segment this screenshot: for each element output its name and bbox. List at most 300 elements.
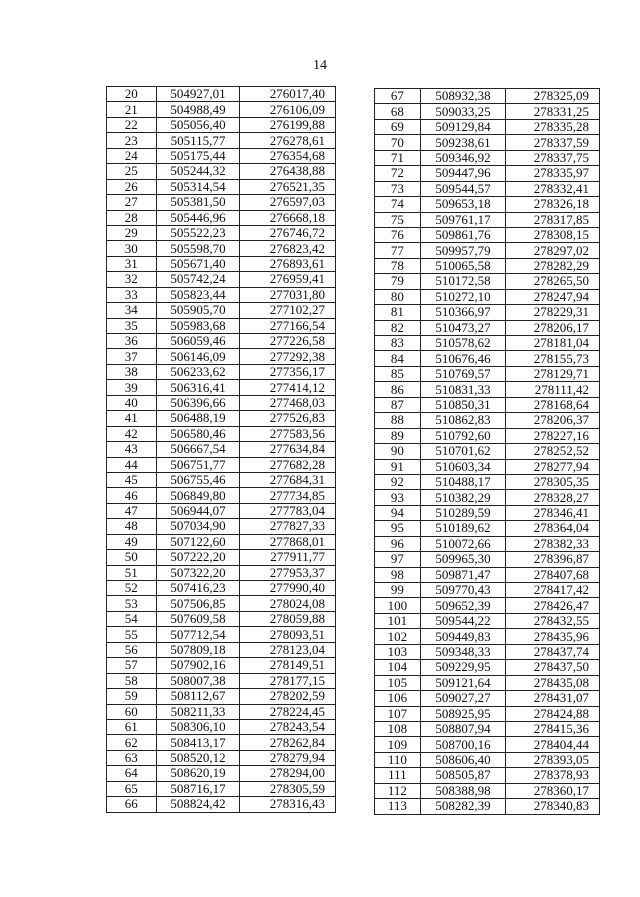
y-coordinate-cell: 278417,42 <box>506 583 600 598</box>
x-coordinate-cell: 510769,57 <box>420 366 506 381</box>
table-row <box>107 148 336 163</box>
x-coordinate-cell: 505671,40 <box>156 256 240 271</box>
y-coordinate-cell: 276017,40 <box>240 87 336 102</box>
point-number-cell: 73 <box>375 181 421 196</box>
x-coordinate-cell: 510382,29 <box>420 490 506 505</box>
table-row <box>107 210 336 225</box>
y-coordinate-cell: 278431,07 <box>506 691 600 706</box>
point-number-cell: 62 <box>107 735 157 750</box>
x-coordinate-cell: 507609,58 <box>156 611 240 626</box>
point-number-cell: 93 <box>375 490 421 505</box>
x-coordinate-cell: 507902,16 <box>156 658 240 673</box>
point-number-cell: 108 <box>375 721 421 736</box>
point-number-cell: 92 <box>375 474 421 489</box>
y-coordinate-cell: 278155,73 <box>506 351 600 366</box>
y-coordinate-cell: 278360,17 <box>506 783 600 798</box>
table-row <box>107 318 336 333</box>
x-coordinate-cell: 509229,95 <box>420 660 506 675</box>
y-coordinate-cell: 277990,40 <box>240 581 336 596</box>
point-number-cell: 30 <box>107 241 157 256</box>
table-body-right <box>375 89 600 815</box>
point-number-cell: 48 <box>107 519 157 534</box>
y-coordinate-cell: 278111,42 <box>506 382 600 397</box>
point-number-cell: 78 <box>375 258 421 273</box>
x-coordinate-cell: 507809,18 <box>156 642 240 657</box>
y-coordinate-cell: 278364,04 <box>506 521 600 536</box>
table-row <box>107 719 336 734</box>
x-coordinate-cell: 510488,17 <box>420 474 506 489</box>
y-coordinate-cell: 278393,05 <box>506 752 600 767</box>
table-row <box>375 320 600 335</box>
point-number-cell: 81 <box>375 305 421 320</box>
table-row <box>375 768 600 783</box>
x-coordinate-cell: 505381,50 <box>156 195 240 210</box>
point-number-cell: 52 <box>107 581 157 596</box>
y-coordinate-cell: 278396,87 <box>506 552 600 567</box>
table-row <box>375 212 600 227</box>
point-number-cell: 90 <box>375 444 421 459</box>
table-row <box>107 766 336 781</box>
y-coordinate-cell: 278093,51 <box>240 627 336 642</box>
x-coordinate-cell: 509348,33 <box>420 644 506 659</box>
y-coordinate-cell: 278316,43 <box>240 797 336 812</box>
x-coordinate-cell: 506944,07 <box>156 503 240 518</box>
table-row <box>375 536 600 551</box>
x-coordinate-cell: 509544,57 <box>420 181 506 196</box>
y-coordinate-cell: 276959,41 <box>240 272 336 287</box>
table-row <box>375 598 600 613</box>
x-coordinate-cell: 510065,58 <box>420 258 506 273</box>
point-number-cell: 79 <box>375 274 421 289</box>
x-coordinate-cell: 506488,19 <box>156 411 240 426</box>
x-coordinate-cell: 509238,61 <box>420 135 506 150</box>
x-coordinate-cell: 505522,23 <box>156 225 240 240</box>
table-row <box>375 413 600 428</box>
point-number-cell: 31 <box>107 256 157 271</box>
x-coordinate-cell: 505983,68 <box>156 318 240 333</box>
x-coordinate-cell: 504927,01 <box>156 87 240 102</box>
x-coordinate-cell: 505598,70 <box>156 241 240 256</box>
y-coordinate-cell: 277102,27 <box>240 303 336 318</box>
table-row <box>375 89 600 104</box>
point-number-cell: 38 <box>107 364 157 379</box>
y-coordinate-cell: 277734,85 <box>240 488 336 503</box>
y-coordinate-cell: 278305,35 <box>506 474 600 489</box>
x-coordinate-cell: 509761,17 <box>420 212 506 227</box>
y-coordinate-cell: 278437,50 <box>506 660 600 675</box>
table-row <box>375 613 600 628</box>
x-coordinate-cell: 507712,54 <box>156 627 240 642</box>
y-coordinate-cell: 278247,94 <box>506 289 600 304</box>
y-coordinate-cell: 276278,61 <box>240 133 336 148</box>
point-number-cell: 95 <box>375 521 421 536</box>
table-row <box>107 503 336 518</box>
y-coordinate-cell: 276893,61 <box>240 256 336 271</box>
y-coordinate-cell: 278432,55 <box>506 613 600 628</box>
x-coordinate-cell: 510792,60 <box>420 428 506 443</box>
y-coordinate-cell: 278177,15 <box>240 673 336 688</box>
x-coordinate-cell: 504988,49 <box>156 102 240 117</box>
table-row <box>375 243 600 258</box>
point-number-cell: 44 <box>107 457 157 472</box>
table-row <box>107 426 336 441</box>
table-row <box>375 227 600 242</box>
x-coordinate-cell: 510473,27 <box>420 320 506 335</box>
y-coordinate-cell: 276823,42 <box>240 241 336 256</box>
y-coordinate-cell: 277783,04 <box>240 503 336 518</box>
point-number-cell: 32 <box>107 272 157 287</box>
point-number-cell: 72 <box>375 166 421 181</box>
table-row <box>107 164 336 179</box>
point-number-cell: 28 <box>107 210 157 225</box>
table-row <box>107 735 336 750</box>
x-coordinate-cell: 505115,77 <box>156 133 240 148</box>
table-row <box>107 550 336 565</box>
x-coordinate-cell: 507416,23 <box>156 581 240 596</box>
table-row <box>107 195 336 210</box>
x-coordinate-cell: 508520,12 <box>156 750 240 765</box>
point-number-cell: 29 <box>107 225 157 240</box>
table-row <box>375 521 600 536</box>
table-row <box>375 752 600 767</box>
y-coordinate-cell: 278206,17 <box>506 320 600 335</box>
point-number-cell: 99 <box>375 583 421 598</box>
point-number-cell: 41 <box>107 411 157 426</box>
point-number-cell: 45 <box>107 472 157 487</box>
y-coordinate-cell: 278332,41 <box>506 181 600 196</box>
x-coordinate-cell: 509027,27 <box>420 691 506 706</box>
y-coordinate-cell: 278325,09 <box>506 89 600 104</box>
point-number-cell: 56 <box>107 642 157 657</box>
x-coordinate-cell: 510366,97 <box>420 305 506 320</box>
x-coordinate-cell: 509447,96 <box>420 166 506 181</box>
y-coordinate-cell: 278415,36 <box>506 721 600 736</box>
table-row <box>107 627 336 642</box>
table-row <box>375 119 600 134</box>
y-coordinate-cell: 278297,02 <box>506 243 600 258</box>
x-coordinate-cell: 505056,40 <box>156 117 240 132</box>
point-number-cell: 105 <box>375 675 421 690</box>
y-coordinate-cell: 278229,31 <box>506 305 600 320</box>
point-number-cell: 59 <box>107 689 157 704</box>
point-number-cell: 91 <box>375 459 421 474</box>
point-number-cell: 111 <box>375 768 421 783</box>
point-number-cell: 57 <box>107 658 157 673</box>
x-coordinate-cell: 509861,76 <box>420 227 506 242</box>
x-coordinate-cell: 510676,46 <box>420 351 506 366</box>
table-body-left <box>107 87 336 813</box>
table-row <box>375 351 600 366</box>
x-coordinate-cell: 510831,33 <box>420 382 506 397</box>
point-number-cell: 34 <box>107 303 157 318</box>
x-coordinate-cell: 506751,77 <box>156 457 240 472</box>
x-coordinate-cell: 510701,62 <box>420 444 506 459</box>
y-coordinate-cell: 277414,12 <box>240 380 336 395</box>
y-coordinate-cell: 278149,51 <box>240 658 336 673</box>
x-coordinate-cell: 510272,10 <box>420 289 506 304</box>
point-number-cell: 71 <box>375 150 421 165</box>
y-coordinate-cell: 278305,59 <box>240 781 336 796</box>
page-number: 14 <box>313 58 327 73</box>
table-row <box>375 660 600 675</box>
x-coordinate-cell: 506233,62 <box>156 364 240 379</box>
x-coordinate-cell: 506059,46 <box>156 334 240 349</box>
point-number-cell: 106 <box>375 691 421 706</box>
table-row <box>107 442 336 457</box>
table-row <box>107 411 336 426</box>
table-row <box>107 596 336 611</box>
point-number-cell: 63 <box>107 750 157 765</box>
table-row <box>375 675 600 690</box>
table-row <box>107 256 336 271</box>
point-number-cell: 61 <box>107 719 157 734</box>
table-row <box>375 289 600 304</box>
point-number-cell: 27 <box>107 195 157 210</box>
table-row <box>107 581 336 596</box>
point-number-cell: 87 <box>375 397 421 412</box>
y-coordinate-cell: 278277,94 <box>506 459 600 474</box>
table-row <box>107 658 336 673</box>
y-coordinate-cell: 278294,00 <box>240 766 336 781</box>
x-coordinate-cell: 506580,46 <box>156 426 240 441</box>
x-coordinate-cell: 508112,67 <box>156 689 240 704</box>
x-coordinate-cell: 507506,85 <box>156 596 240 611</box>
x-coordinate-cell: 508388,98 <box>420 783 506 798</box>
point-number-cell: 43 <box>107 442 157 457</box>
table-row <box>375 135 600 150</box>
x-coordinate-cell: 510862,83 <box>420 413 506 428</box>
table-row <box>375 783 600 798</box>
y-coordinate-cell: 278168,64 <box>506 397 600 412</box>
x-coordinate-cell: 506755,46 <box>156 472 240 487</box>
x-coordinate-cell: 507122,60 <box>156 534 240 549</box>
x-coordinate-cell: 508413,17 <box>156 735 240 750</box>
y-coordinate-cell: 276597,03 <box>240 195 336 210</box>
table-row <box>107 673 336 688</box>
x-coordinate-cell: 505314,54 <box>156 179 240 194</box>
table-row <box>375 629 600 644</box>
point-number-cell: 69 <box>375 119 421 134</box>
point-number-cell: 113 <box>375 799 421 814</box>
table-row <box>375 552 600 567</box>
coordinates-table-left <box>106 86 336 813</box>
y-coordinate-cell: 277468,03 <box>240 395 336 410</box>
y-coordinate-cell: 278024,08 <box>240 596 336 611</box>
y-coordinate-cell: 277226,58 <box>240 334 336 349</box>
x-coordinate-cell: 508606,40 <box>420 752 506 767</box>
point-number-cell: 74 <box>375 197 421 212</box>
table-row <box>375 474 600 489</box>
point-number-cell: 67 <box>375 89 421 104</box>
table-row <box>375 382 600 397</box>
table-row <box>107 287 336 302</box>
point-number-cell: 96 <box>375 536 421 551</box>
point-number-cell: 39 <box>107 380 157 395</box>
x-coordinate-cell: 508716,17 <box>156 781 240 796</box>
table-row <box>107 179 336 194</box>
y-coordinate-cell: 277953,37 <box>240 565 336 580</box>
x-coordinate-cell: 505905,70 <box>156 303 240 318</box>
point-number-cell: 110 <box>375 752 421 767</box>
table-row <box>375 444 600 459</box>
x-coordinate-cell: 510578,62 <box>420 336 506 351</box>
x-coordinate-cell: 510603,34 <box>420 459 506 474</box>
point-number-cell: 46 <box>107 488 157 503</box>
point-number-cell: 36 <box>107 334 157 349</box>
point-number-cell: 102 <box>375 629 421 644</box>
x-coordinate-cell: 505823,44 <box>156 287 240 302</box>
table-row <box>107 87 336 102</box>
point-number-cell: 50 <box>107 550 157 565</box>
y-coordinate-cell: 278227,16 <box>506 428 600 443</box>
x-coordinate-cell: 509346,92 <box>420 150 506 165</box>
table-row <box>375 799 600 814</box>
table-row <box>107 565 336 580</box>
point-number-cell: 112 <box>375 783 421 798</box>
x-coordinate-cell: 510289,59 <box>420 505 506 520</box>
y-coordinate-cell: 278340,83 <box>506 799 600 814</box>
table-row <box>107 472 336 487</box>
table-row <box>375 706 600 721</box>
y-coordinate-cell: 278059,88 <box>240 611 336 626</box>
table-row <box>107 611 336 626</box>
y-coordinate-cell: 278335,97 <box>506 166 600 181</box>
y-coordinate-cell: 276106,09 <box>240 102 336 117</box>
table-row <box>375 274 600 289</box>
point-number-cell: 76 <box>375 227 421 242</box>
table-row <box>107 364 336 379</box>
x-coordinate-cell: 509653,18 <box>420 197 506 212</box>
y-coordinate-cell: 278407,68 <box>506 567 600 582</box>
x-coordinate-cell: 506146,09 <box>156 349 240 364</box>
y-coordinate-cell: 278426,47 <box>506 598 600 613</box>
x-coordinate-cell: 509544,22 <box>420 613 506 628</box>
x-coordinate-cell: 506396,66 <box>156 395 240 410</box>
point-number-cell: 47 <box>107 503 157 518</box>
point-number-cell: 66 <box>107 797 157 812</box>
y-coordinate-cell: 278123,04 <box>240 642 336 657</box>
point-number-cell: 26 <box>107 179 157 194</box>
y-coordinate-cell: 277684,31 <box>240 472 336 487</box>
x-coordinate-cell: 508824,42 <box>156 797 240 812</box>
x-coordinate-cell: 510850,31 <box>420 397 506 412</box>
point-number-cell: 40 <box>107 395 157 410</box>
x-coordinate-cell: 509129,84 <box>420 119 506 134</box>
x-coordinate-cell: 508700,16 <box>420 737 506 752</box>
y-coordinate-cell: 278252,52 <box>506 444 600 459</box>
x-coordinate-cell: 508306,10 <box>156 719 240 734</box>
point-number-cell: 68 <box>375 104 421 119</box>
point-number-cell: 104 <box>375 660 421 675</box>
point-number-cell: 101 <box>375 613 421 628</box>
table-row <box>375 721 600 736</box>
point-number-cell: 33 <box>107 287 157 302</box>
x-coordinate-cell: 509449,83 <box>420 629 506 644</box>
table-row <box>375 490 600 505</box>
y-coordinate-cell: 277911,77 <box>240 550 336 565</box>
table-row <box>375 197 600 212</box>
x-coordinate-cell: 509770,43 <box>420 583 506 598</box>
x-coordinate-cell: 508620,19 <box>156 766 240 781</box>
point-number-cell: 53 <box>107 596 157 611</box>
table-row <box>375 104 600 119</box>
x-coordinate-cell: 508211,33 <box>156 704 240 719</box>
x-coordinate-cell: 508282,39 <box>420 799 506 814</box>
table-row <box>107 642 336 657</box>
point-number-cell: 22 <box>107 117 157 132</box>
y-coordinate-cell: 278317,85 <box>506 212 600 227</box>
point-number-cell: 109 <box>375 737 421 752</box>
x-coordinate-cell: 508807,94 <box>420 721 506 736</box>
x-coordinate-cell: 510172,58 <box>420 274 506 289</box>
x-coordinate-cell: 506316,41 <box>156 380 240 395</box>
point-number-cell: 49 <box>107 534 157 549</box>
point-number-cell: 24 <box>107 148 157 163</box>
point-number-cell: 20 <box>107 87 157 102</box>
y-coordinate-cell: 276521,35 <box>240 179 336 194</box>
y-coordinate-cell: 278279,94 <box>240 750 336 765</box>
y-coordinate-cell: 278262,84 <box>240 735 336 750</box>
y-coordinate-cell: 277166,54 <box>240 318 336 333</box>
x-coordinate-cell: 508925,95 <box>420 706 506 721</box>
x-coordinate-cell: 505446,96 <box>156 210 240 225</box>
table-row <box>107 334 336 349</box>
y-coordinate-cell: 278337,59 <box>506 135 600 150</box>
y-coordinate-cell: 276199,88 <box>240 117 336 132</box>
point-number-cell: 55 <box>107 627 157 642</box>
x-coordinate-cell: 508932,38 <box>420 89 506 104</box>
table-row <box>107 117 336 132</box>
y-coordinate-cell: 278328,27 <box>506 490 600 505</box>
table-row <box>107 225 336 240</box>
table-row <box>107 102 336 117</box>
y-coordinate-cell: 278206,37 <box>506 413 600 428</box>
point-number-cell: 103 <box>375 644 421 659</box>
y-coordinate-cell: 278346,41 <box>506 505 600 520</box>
y-coordinate-cell: 278404,44 <box>506 737 600 752</box>
y-coordinate-cell: 278382,33 <box>506 536 600 551</box>
point-number-cell: 37 <box>107 349 157 364</box>
x-coordinate-cell: 505175,44 <box>156 148 240 163</box>
table-row <box>375 258 600 273</box>
x-coordinate-cell: 505244,32 <box>156 164 240 179</box>
point-number-cell: 70 <box>375 135 421 150</box>
x-coordinate-cell: 505742,24 <box>156 272 240 287</box>
table-row <box>375 691 600 706</box>
point-number-cell: 42 <box>107 426 157 441</box>
x-coordinate-cell: 509652,39 <box>420 598 506 613</box>
y-coordinate-cell: 278337,75 <box>506 150 600 165</box>
x-coordinate-cell: 509965,30 <box>420 552 506 567</box>
y-coordinate-cell: 278331,25 <box>506 104 600 119</box>
table-row <box>375 305 600 320</box>
point-number-cell: 54 <box>107 611 157 626</box>
y-coordinate-cell: 278437,74 <box>506 644 600 659</box>
y-coordinate-cell: 277682,28 <box>240 457 336 472</box>
table-row <box>107 303 336 318</box>
y-coordinate-cell: 278424,88 <box>506 706 600 721</box>
point-number-cell: 97 <box>375 552 421 567</box>
x-coordinate-cell: 510189,62 <box>420 521 506 536</box>
point-number-cell: 64 <box>107 766 157 781</box>
table-row <box>107 241 336 256</box>
y-coordinate-cell: 277868,01 <box>240 534 336 549</box>
y-coordinate-cell: 278265,50 <box>506 274 600 289</box>
point-number-cell: 98 <box>375 567 421 582</box>
point-number-cell: 25 <box>107 164 157 179</box>
x-coordinate-cell: 509033,25 <box>420 104 506 119</box>
point-number-cell: 82 <box>375 320 421 335</box>
